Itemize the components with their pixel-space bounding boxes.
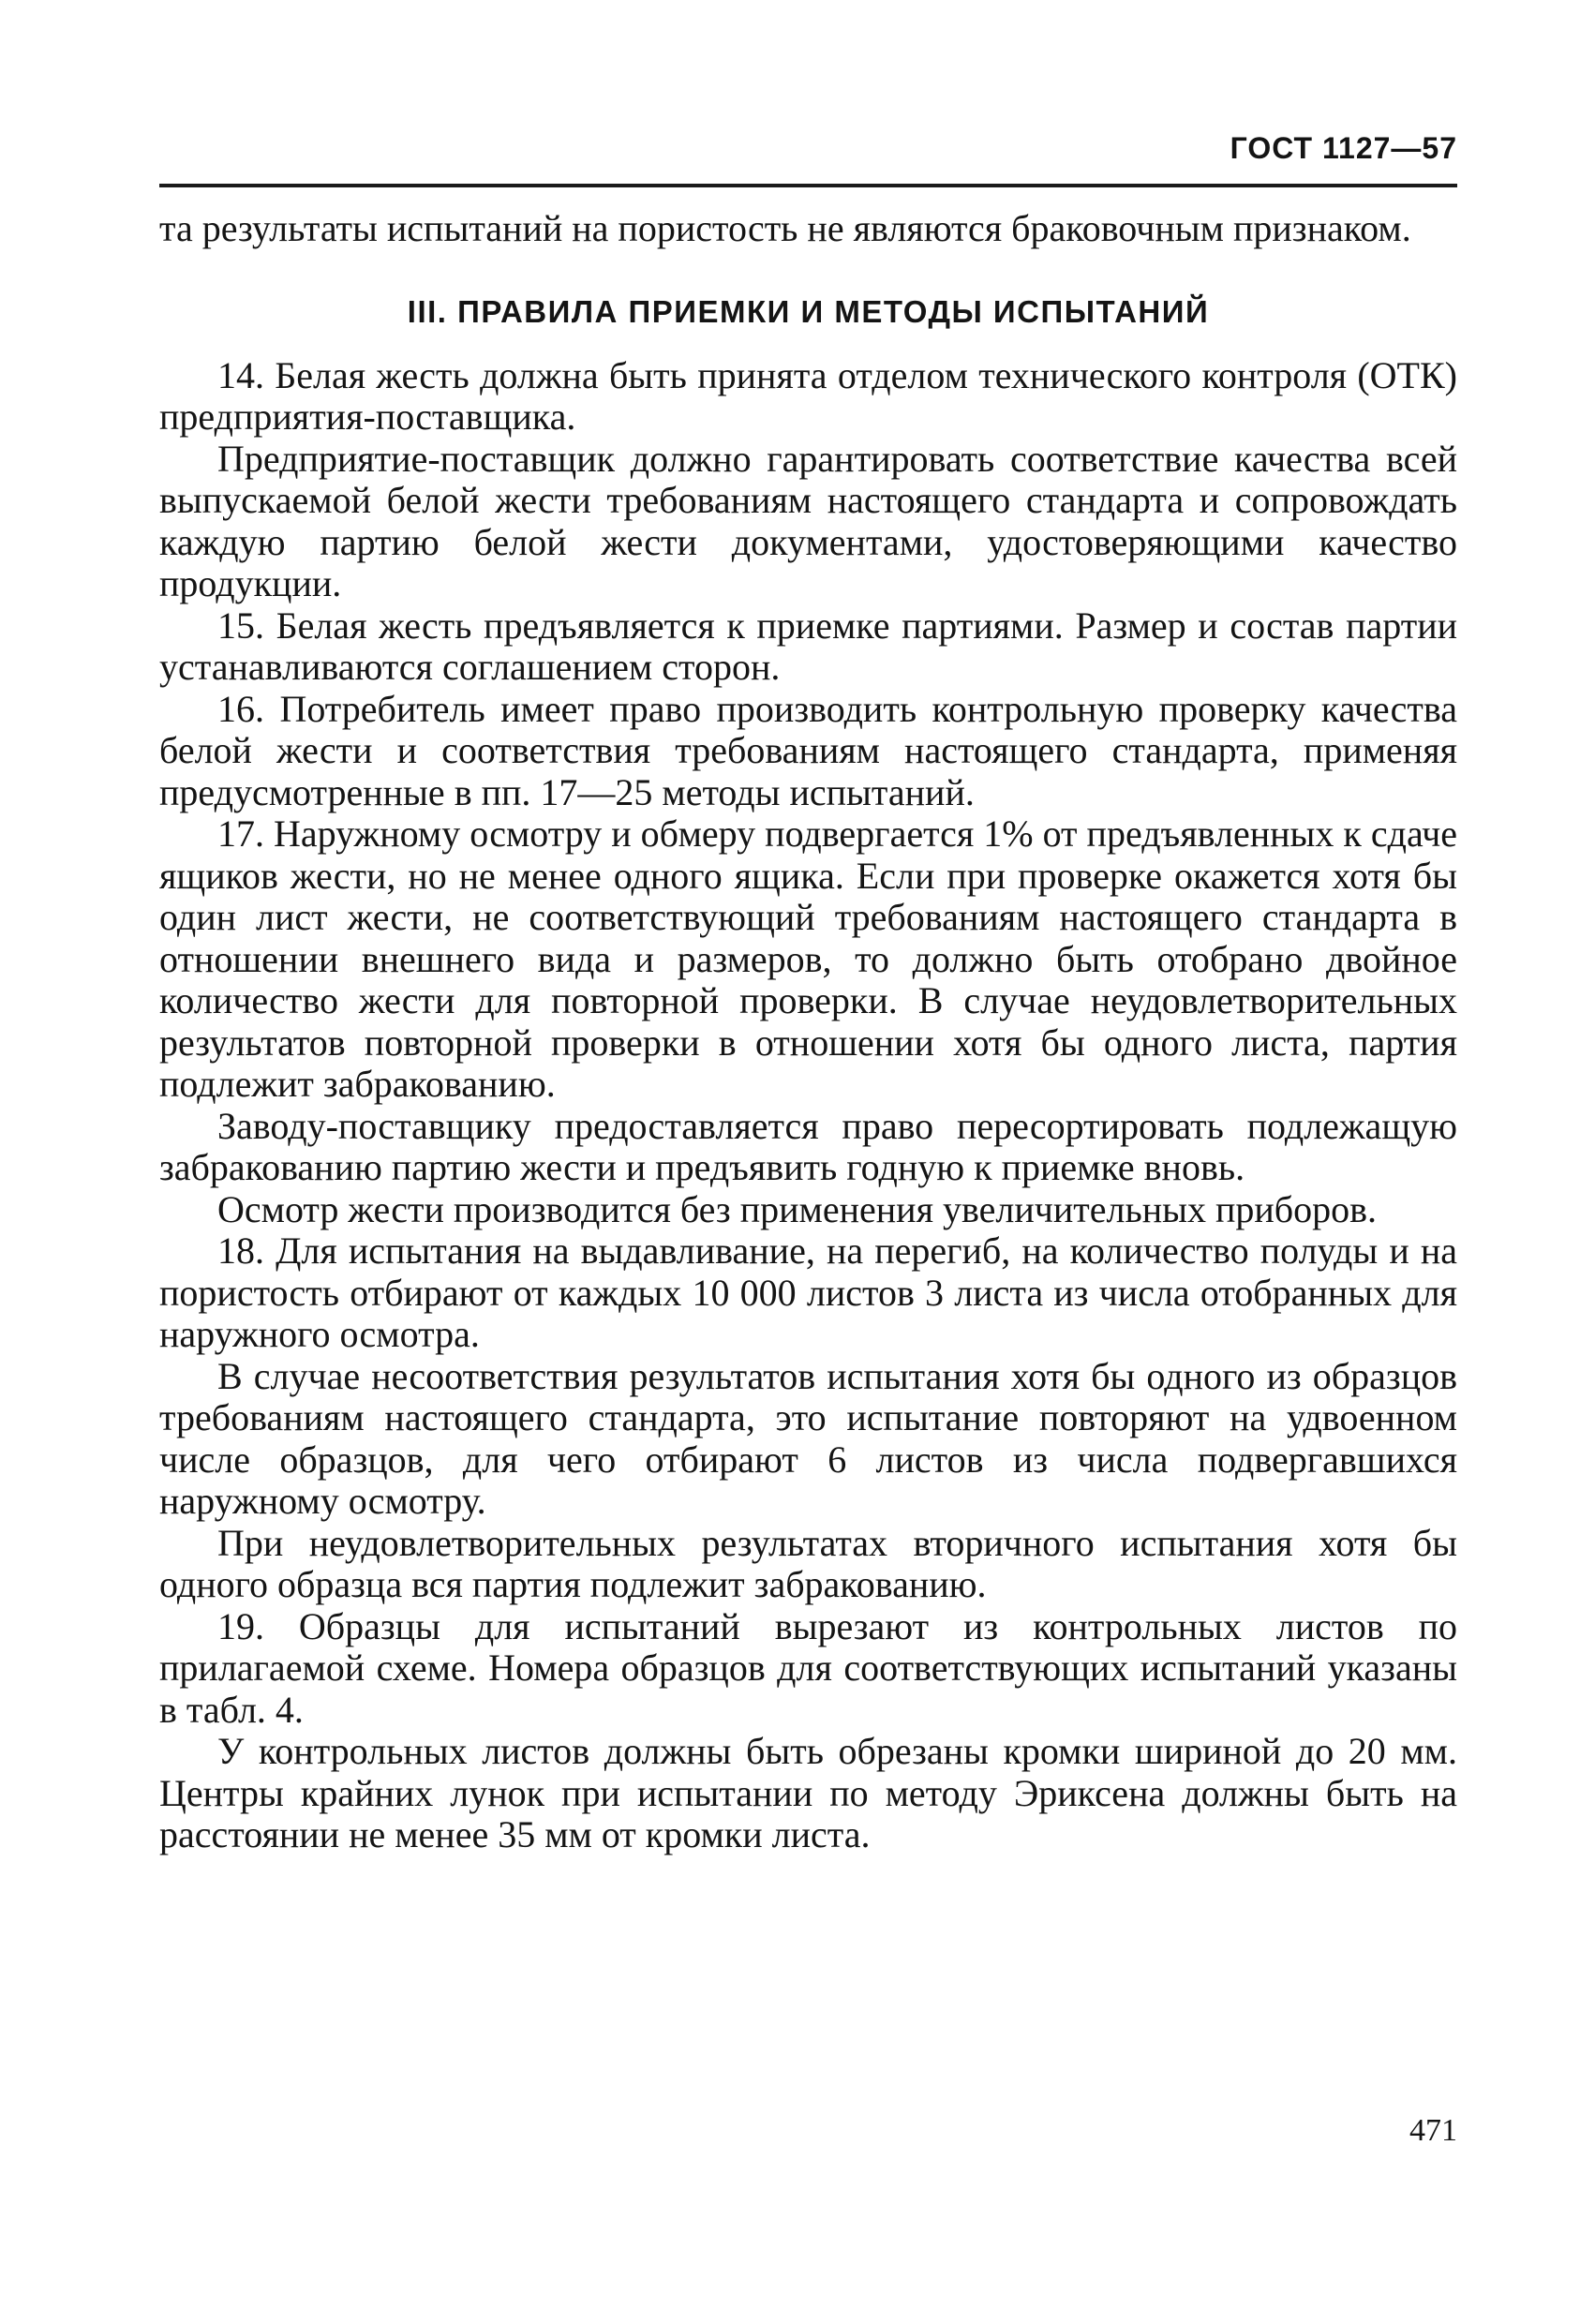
paragraph-14: 14. Белая жесть должна быть принята отделом технического контроля (ОТК) предприятия-поставщика. <box>159 353 1457 438</box>
paragraph-16: 16. Потребитель имеет право производить контрольную проверку качества белой жести и соответствия требованиям настоящего стандарта, применяя предусмотренные в пп. 17—25 методы испытаний. <box>159 687 1457 813</box>
paragraph-15: 15. Белая жесть предъявляется к приемке партиями. Размер и состав партии устанавливаются соглашением сторон. <box>159 603 1457 688</box>
section-title: III. ПРАВИЛА ПРИЕМКИ И МЕТОДЫ ИСПЫТАНИЙ <box>407 293 1210 329</box>
paragraph-18: 18. Для испытания на выдавливание, на перегиб, на количество полуды и на пористость отбирают от каждых 10 000 листов 3 листа из числа отобранных для наружного осмотра. <box>159 1229 1457 1355</box>
paragraph-17-resorting: Заводу-поставщику предоставляется право пересортировать подлежащую забракованию партию жести и предъявить годную к приемке вновь. <box>159 1104 1457 1188</box>
continuation-paragraph: та результаты испытаний на пористость не являются браковочным признаком. <box>159 207 1411 249</box>
paragraph-17: 17. Наружному осмотру и обмеру подвергается 1% от предъявленных к сдаче ящиков жести, но не менее одного ящика. Если при проверке окажется хотя бы один лист жести, не соответствующий требованиям настоящего стандарта в отношении внешнего вида и размеров, то должно быть отобрано двойное количество жести для повторной проверки. В случае неудовлетворительных результатов повторной проверки в отношении хотя бы одного листа, партия подлежит забракованию. <box>159 812 1457 1105</box>
paragraph-19: 19. Образцы для испытаний вырезают из контрольных листов по прилагаемой схеме. Номера образцов для соответствующих испытаний указаны в табл. 4. <box>159 1604 1457 1731</box>
paragraph-18-retest: В случае несоответствия результатов испытания хотя бы одного из образцов требованиям настоящего стандарта, это испытание повторяют на удвоенном числе образцов, для чего отбирают 6 листов из числа подвергавшихся наружному осмотру. <box>159 1354 1457 1522</box>
paragraph-17-inspection: Осмотр жести производится без применения увеличительных приборов. <box>217 1187 1378 1230</box>
document-page <box>159 0 1457 2324</box>
paragraph-14-supplier-guarantee: Предприятие-поставщик должно гарантировать соответствие качества всей выпускаемой белой жести требованиям настоящего стандарта и сопровождать каждую партию белой жести документами, удостоверяющими качество продукции. <box>159 437 1457 604</box>
paragraph-18-rejection: При неудовлетворительных результатах вторичного испытания хотя бы одного образца вся партия подлежит забракованию. <box>159 1521 1457 1605</box>
document-body <box>159 208 1457 1856</box>
page-header <box>159 131 1457 187</box>
document-code: ГОСТ 1127—57 <box>1230 131 1457 165</box>
page-number: 471 <box>1409 2113 1457 2148</box>
paragraph-19-edges: У контрольных листов должны быть обрезаны кромки шириной до 20 мм. Центры крайних лунок при испытании по методу Эриксена должны быть на расстоянии не менее 35 мм от кромки листа. <box>159 1730 1457 1855</box>
